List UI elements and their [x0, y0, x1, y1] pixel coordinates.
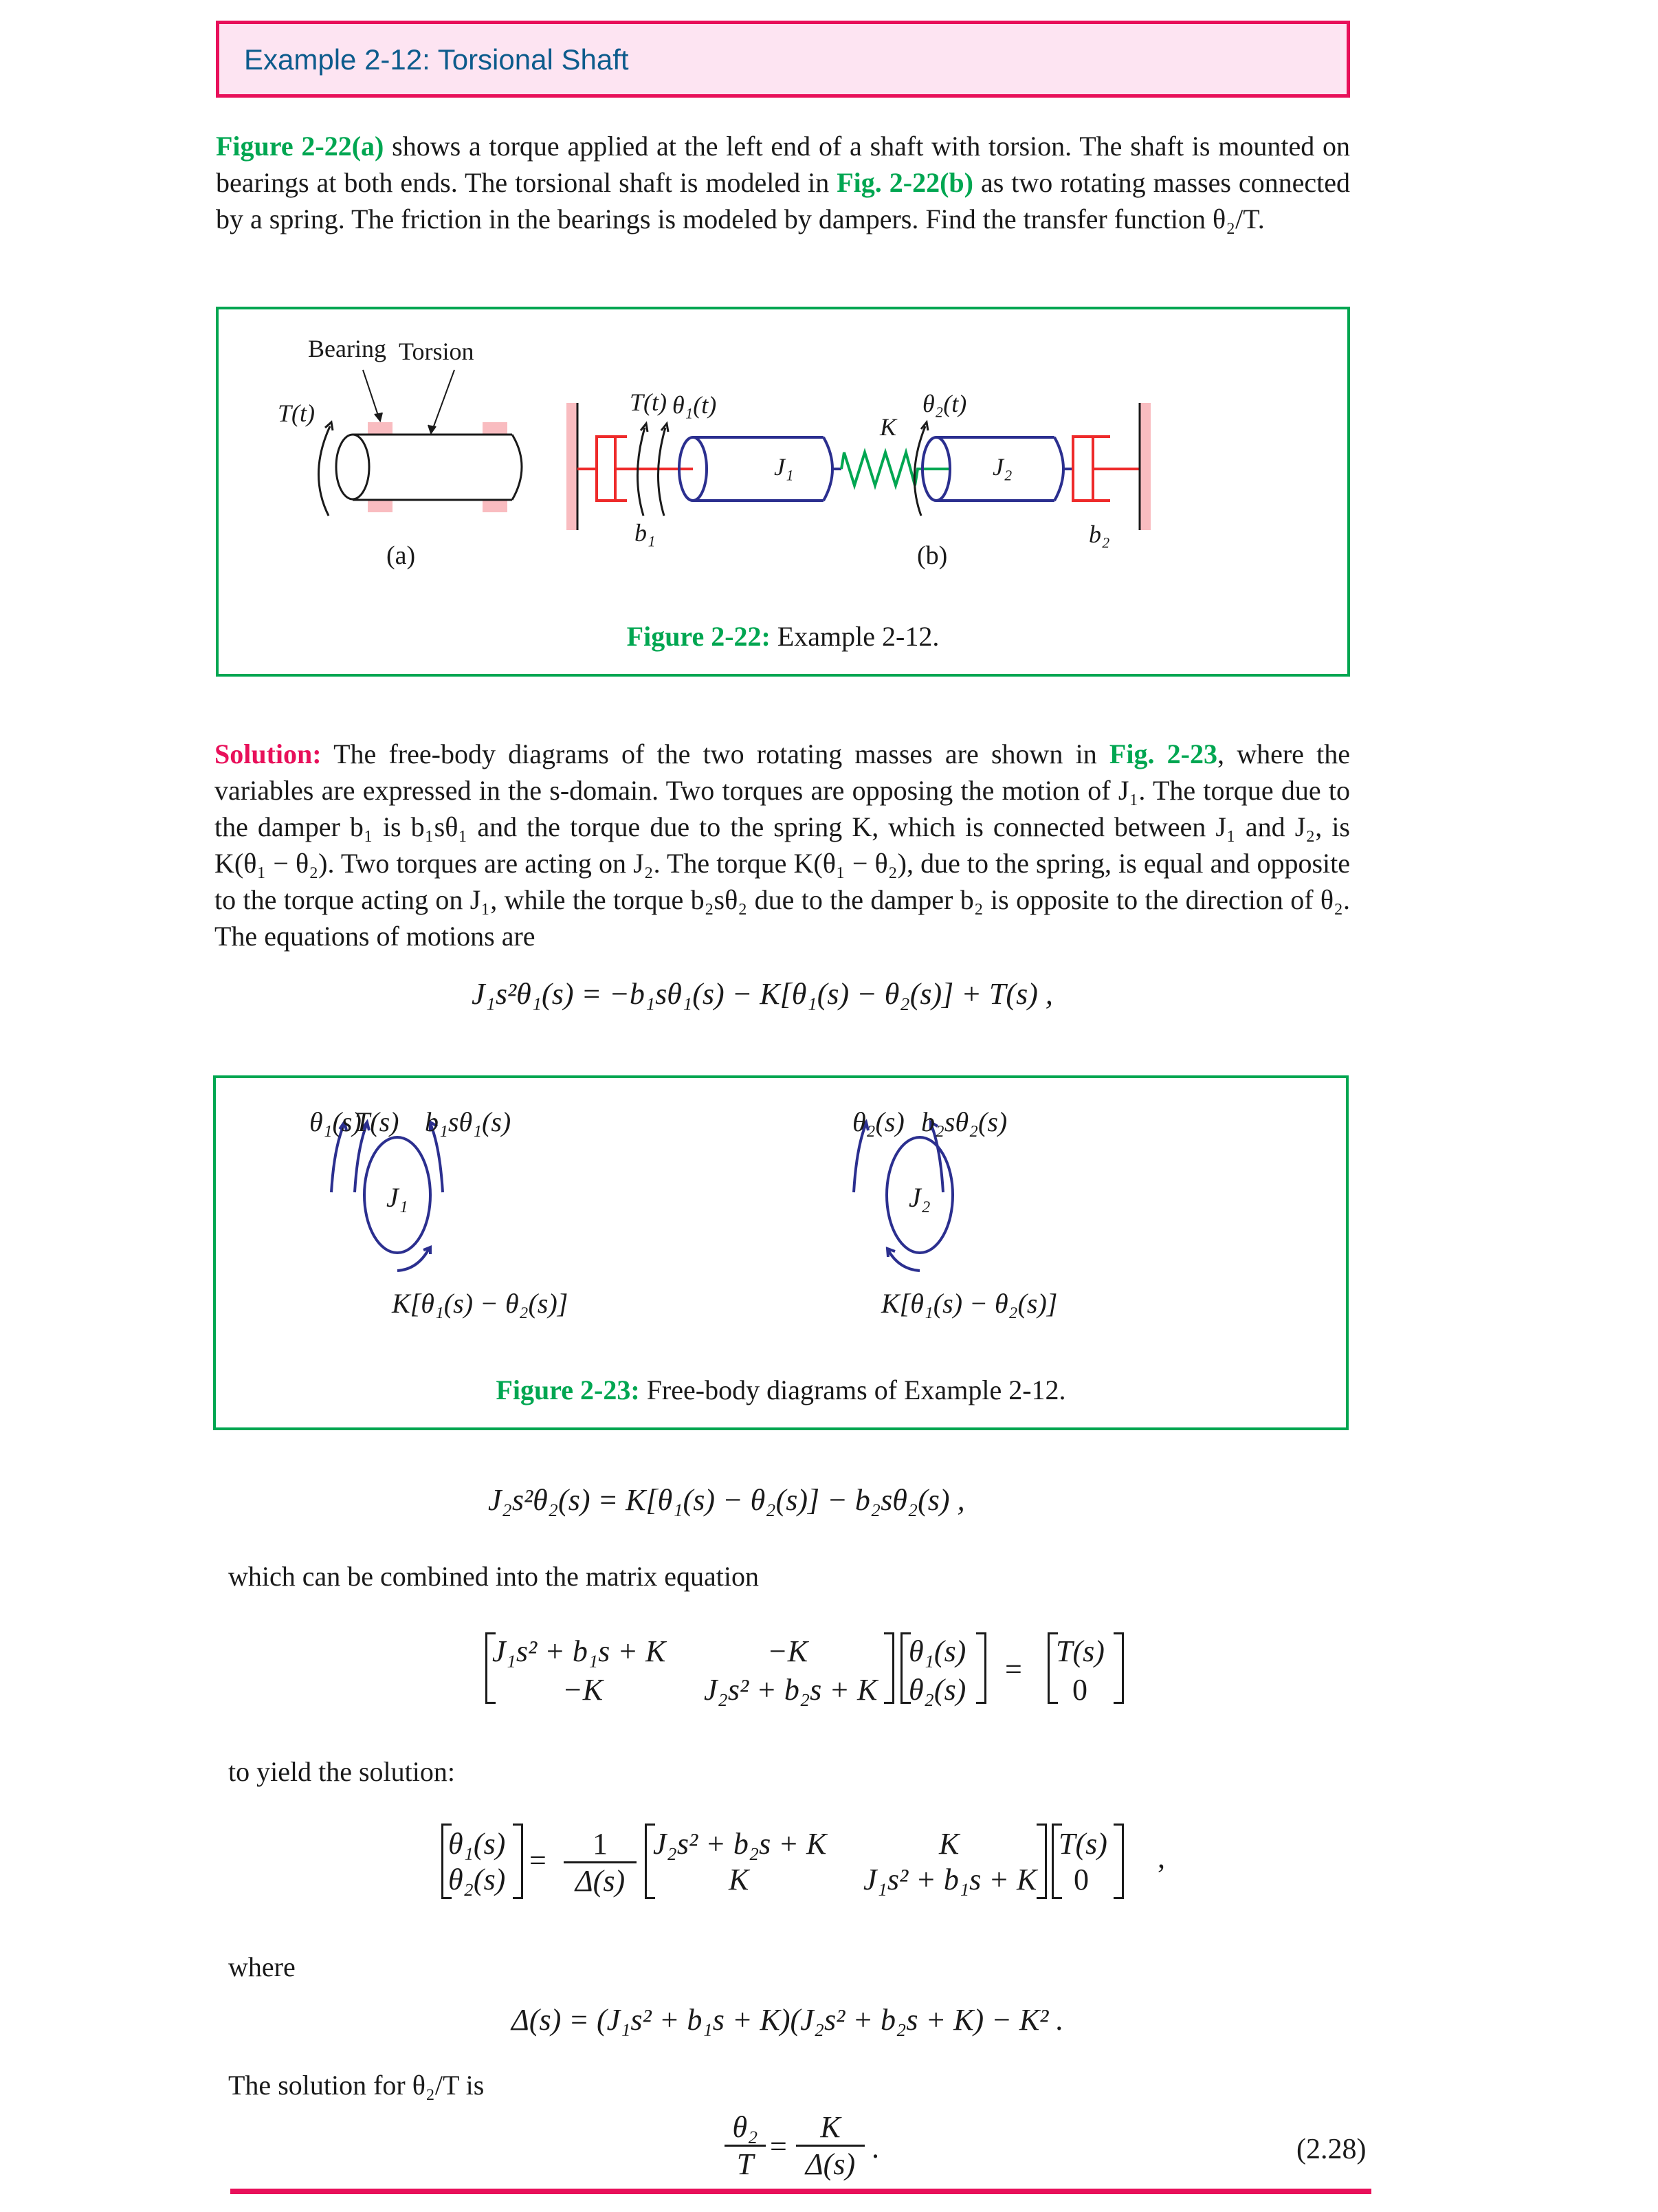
mass-j1	[679, 437, 841, 501]
caption-text: Free-body diagrams of Example 2-12.	[639, 1375, 1066, 1405]
example-header	[216, 21, 1350, 98]
sol-frac-num: 1	[564, 1826, 637, 1863]
j1-label: J₁	[774, 453, 794, 481]
sol-trailing-comma: ,	[1158, 1841, 1165, 1874]
b2-label: b₂	[1089, 521, 1110, 548]
figure-2-22	[216, 307, 1350, 677]
sol-a-right-bracket	[1037, 1824, 1047, 1899]
solution-text-2: , where the variables are expressed in the s-domain. Two torques are opposing the motion of J₁. The torque due to the damper b₁ is b₁sθ₁ and the torque due to the spring K, which is connected between J₁ and J₂, is K(θ₁ − θ₂). Two torques are acting on J₂. The torque K(θ₁ − θ₂), due to the spring, is equal and opposite to the torque acting on J₁, while the torque b₂sθ₂ due to the damper b₂ is opposite to the direction of θ₂. The equations of motions are	[214, 738, 1350, 952]
fbd-j2-label: J₂	[909, 1182, 931, 1213]
sol-r2: 0	[1074, 1863, 1089, 1896]
fbd-damper2-label: b₂sθ₂(s)	[921, 1106, 1008, 1137]
solution-label: Solution:	[214, 738, 322, 769]
torque-arrow-a	[318, 426, 330, 516]
shaft-diagram-a	[318, 370, 522, 516]
sol-x2: θ₂(s)	[448, 1863, 506, 1896]
right-wall	[1140, 403, 1151, 530]
torsion-label: Torsion	[399, 338, 474, 365]
figure-2-22-caption	[219, 620, 1347, 653]
spring-k	[841, 452, 950, 485]
bearing-right-top	[483, 422, 507, 435]
figure-2-23-link[interactable]: Fig. 2-23	[1109, 738, 1217, 769]
matrix-a22: J₂s² + b₂s + K	[704, 1673, 878, 1707]
example-title: Example 2-12: Torsional Shaft	[244, 43, 629, 76]
lumped-model-b	[566, 403, 1151, 530]
spring-k-label: K	[880, 413, 897, 441]
sol-r-right-bracket	[1114, 1824, 1124, 1899]
sol-a11: J₂s² + b₂s + K	[653, 1827, 827, 1861]
sol-r1: T(s)	[1059, 1827, 1107, 1861]
matrix-a21: −K	[562, 1673, 604, 1707]
b1-label: b₁	[634, 519, 656, 547]
final-text: The solution for θ₂/T is	[228, 2070, 485, 2101]
intro-paragraph	[216, 128, 1350, 237]
figure-2-23-caption	[216, 1374, 1346, 1406]
figure-2-22b-link[interactable]: Fig. 2-22(b)	[837, 167, 973, 198]
solution-text-1: The free-body diagrams of the two rotating masses are shown in	[321, 738, 1109, 769]
delta-equation: Δ(s) = (J₁s² + b₁s + K)(J₂s² + b₂s + K) − K² .	[511, 2003, 1064, 2037]
caption-label: Figure 2-23:	[496, 1375, 640, 1405]
figure-2-23	[213, 1075, 1349, 1430]
j2-label: J₂	[993, 453, 1013, 481]
shaft-end-ellipse	[336, 435, 369, 499]
torsion-pointer	[432, 370, 454, 432]
tf-left-den: T	[736, 2147, 754, 2181]
bearing-pointer	[363, 370, 379, 419]
matrix-x-right-bracket	[976, 1632, 986, 1704]
combine-text: which can be combined into the matrix equation	[228, 1561, 759, 1592]
damper-b2	[1073, 437, 1140, 501]
bearing-right-bottom	[483, 500, 507, 512]
tf-right-fraction	[796, 2110, 865, 2182]
matrix-a12: −K	[767, 1634, 808, 1668]
equation-number: (2.28)	[1296, 2134, 1367, 2165]
solution-paragraph	[214, 736, 1350, 954]
sol-a21: K	[729, 1863, 749, 1896]
fbd-spring2-label: K[θ₁(s) − θ₂(s)]	[881, 1288, 1058, 1319]
fbd-theta2-label: θ₂(s)	[852, 1106, 905, 1137]
matrix-equals: =	[1005, 1652, 1022, 1686]
sol-x-right-bracket	[513, 1824, 523, 1899]
bearing-left-bottom	[368, 500, 393, 512]
theta2-label: θ₂(t)	[922, 390, 967, 417]
sol-a12: K	[939, 1827, 960, 1861]
theta1-label: θ₁(t)	[672, 391, 717, 419]
left-wall	[566, 403, 577, 530]
tf-right-num: K	[796, 2110, 865, 2147]
tf-left-fraction	[725, 2110, 766, 2182]
sol-equals: =	[529, 1843, 546, 1877]
yield-text: to yield the solution:	[228, 1756, 455, 1787]
fbd-damper1-label: b₁sθ₁(s)	[425, 1106, 511, 1137]
fbd-spring1-label: K[θ₁(s) − θ₂(s)]	[392, 1288, 568, 1319]
sol-fraction	[564, 1826, 637, 1898]
sol-frac-den: Δ(s)	[575, 1864, 626, 1898]
free-body-j2	[854, 1122, 953, 1271]
bearing-left-top	[368, 422, 393, 435]
matrix-x1: θ₁(s)	[909, 1634, 966, 1668]
caption-text: Example 2-12.	[770, 621, 940, 652]
sol-a22: J₁s² + b₁s + K	[863, 1863, 1037, 1896]
caption-label: Figure 2-22:	[626, 621, 771, 652]
tf-period: .	[872, 2131, 879, 2165]
fbd-j1-label: J₁	[386, 1182, 408, 1213]
tf-right-den: Δ(s)	[805, 2147, 856, 2181]
matrix-a-right-bracket	[884, 1632, 894, 1704]
sol-x1: θ₁(s)	[448, 1827, 506, 1861]
matrix-r1: T(s)	[1056, 1634, 1105, 1668]
bottom-rule	[230, 2189, 1371, 2194]
torque-arrow-b	[637, 428, 645, 516]
equation-j2: J₂s²θ₂(s) = K[θ₁(s) − θ₂(s)] − b₂sθ₂(s) ,	[488, 1483, 965, 1517]
equation-j1: J₁s²θ₁(s) = −b₁sθ₁(s) − K[θ₁(s) − θ₂(s)] + T(s) ,	[472, 977, 1053, 1011]
matrix-a11: J₁s² + b₁s + K	[492, 1634, 666, 1668]
fbd-theta1-label: θ₁(s)	[309, 1106, 362, 1137]
damper-b1	[577, 437, 693, 501]
matrix-r2: 0	[1072, 1673, 1087, 1707]
torque-a-label: T(t)	[278, 399, 315, 427]
where-text: where	[228, 1951, 296, 1982]
part-a-label: (a)	[386, 541, 416, 570]
matrix-r-right-bracket	[1114, 1632, 1124, 1704]
torque-b-label: T(t)	[630, 388, 667, 416]
bearing-label: Bearing	[308, 335, 386, 362]
intro-text-1: shows a torque applied at the left end of a shaft with torsion. The shaft is mounted on bearings at both ends. The torsional shaft is modeled in	[216, 131, 1351, 198]
theta1-arrow	[658, 428, 665, 516]
fbd-torque-label: T(s)	[355, 1106, 399, 1137]
part-b-label: (b)	[917, 541, 948, 570]
tf-left-num: θ₂	[725, 2110, 766, 2147]
matrix-x2: θ₂(s)	[909, 1673, 966, 1707]
tf-equals: =	[770, 2129, 787, 2163]
figure-2-22a-link[interactable]: Figure 2-22(a)	[216, 131, 384, 162]
intro-text-2: as two rotating masses connected by a spring. The friction in the bearings is modeled by dampers. Find the transfer function θ₂/T.	[216, 167, 1350, 234]
